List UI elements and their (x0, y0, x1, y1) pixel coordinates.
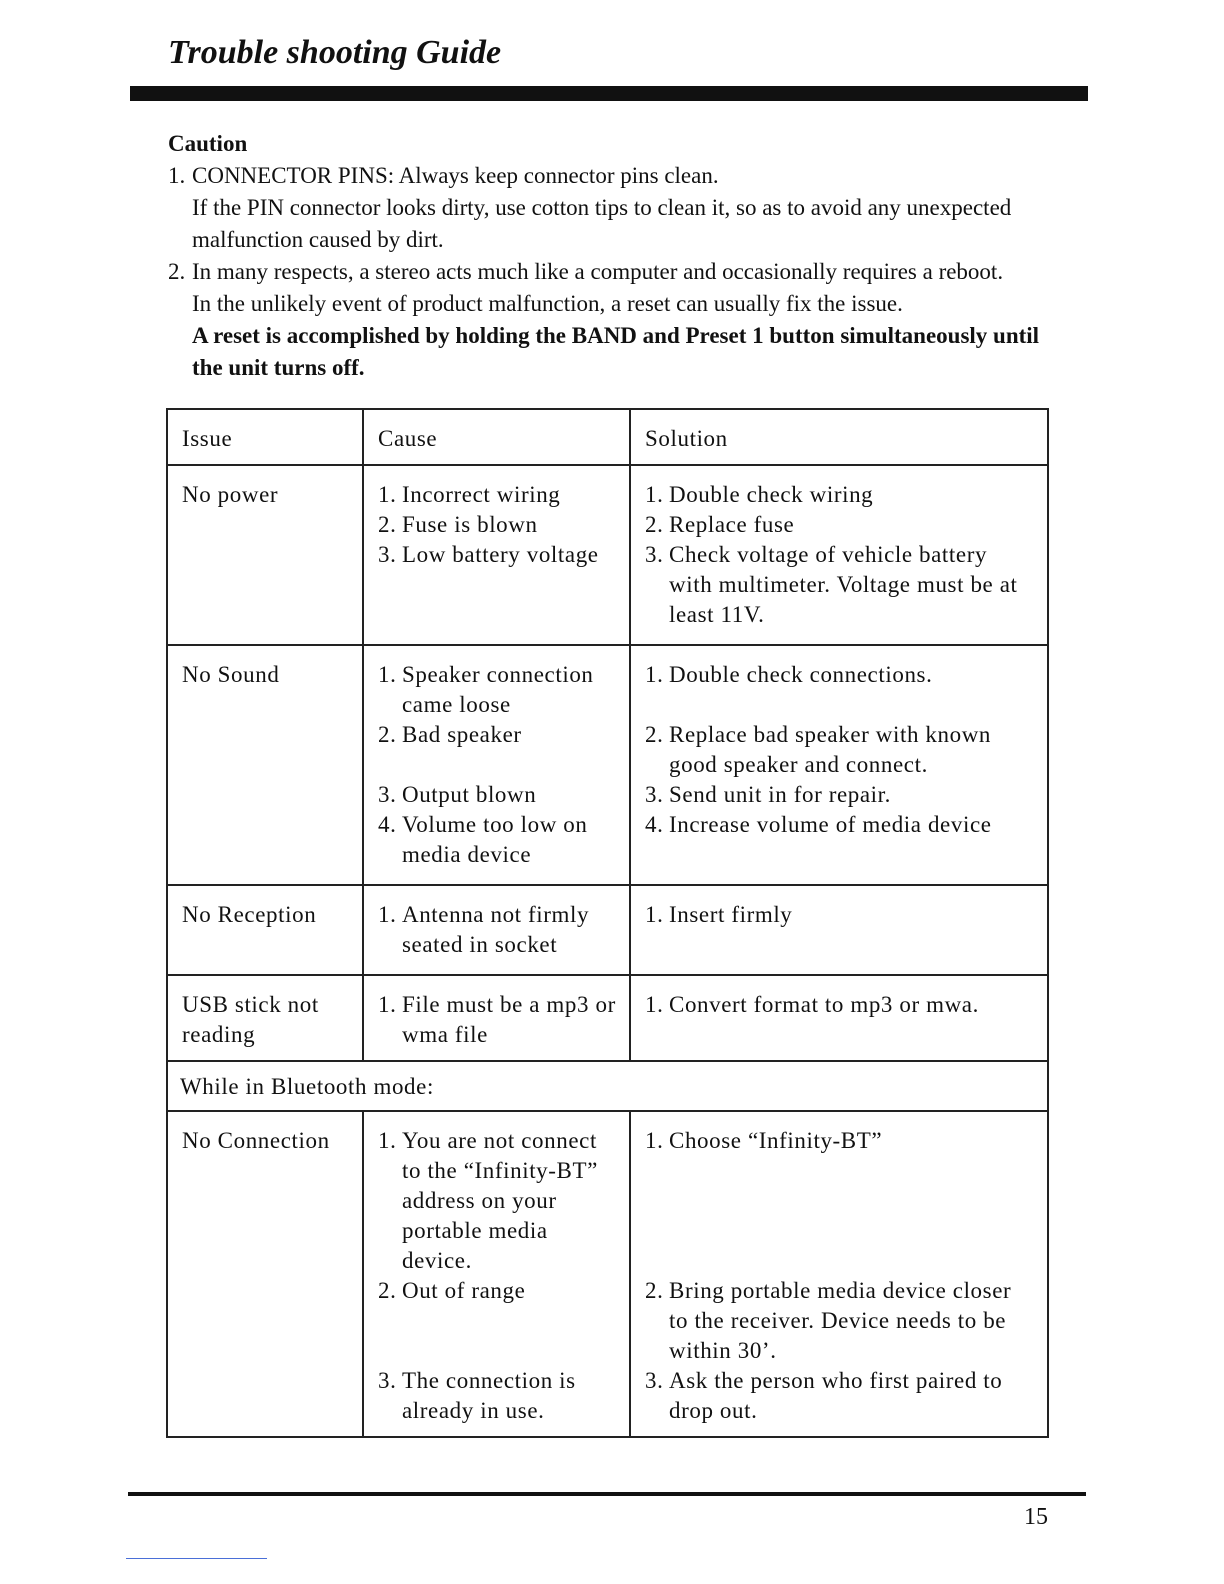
list-item: 3. Send unit in for repair. (645, 782, 891, 807)
troubleshooting-table (166, 408, 1049, 1438)
list-item: 4. Increase volume of media device (645, 812, 992, 837)
table-header-row (167, 409, 1048, 465)
caution-item-number: 2. (168, 259, 186, 284)
caution-section (168, 128, 1068, 384)
cause-cell (363, 1111, 630, 1437)
list-item: 1. File must be a mp3 or wma file (378, 992, 616, 1047)
solution-cell (630, 645, 1048, 885)
list-item: 2. Replace bad speaker with known good speaker and connect. (645, 722, 992, 777)
bluetooth-section-label: While in Bluetooth mode: (167, 1061, 1048, 1111)
bluetooth-section-row (167, 1061, 1048, 1111)
list-item: 3. Ask the person who first paired to drop out. (645, 1368, 1003, 1423)
list-item: 2. Fuse is blown (378, 512, 538, 537)
cause-cell (363, 645, 630, 885)
caution-item-text: If the PIN connector looks dirty, use cotton tips to clean it, so as to avoid any unexpected malfunction caused by dirt. (192, 195, 1012, 252)
column-header-cause: Cause (363, 409, 630, 465)
solution-cell (630, 1111, 1048, 1437)
table-row (167, 975, 1048, 1061)
issue-cell: USB stick not reading (167, 975, 363, 1061)
list-item: 2. Bad speaker (378, 722, 522, 747)
caution-item-1 (168, 160, 1068, 256)
list-item: 2. Out of range (378, 1278, 526, 1303)
list-item: 3. Output blown (378, 782, 537, 807)
list-item: 1. Convert format to mp3 or mwa. (645, 992, 979, 1017)
list-item: 1. Insert firmly (645, 902, 793, 927)
list-item: 3. Low battery voltage (378, 542, 599, 567)
footer-rule (128, 1492, 1086, 1496)
footer-link-line (126, 1558, 267, 1559)
page-title: Trouble shooting Guide (168, 34, 502, 71)
caution-item-2 (168, 256, 1068, 384)
table-row (167, 885, 1048, 975)
cause-cell (363, 465, 630, 645)
table-row (167, 645, 1048, 885)
table-row (167, 465, 1048, 645)
list-item: 1. Speaker connection came loose (378, 662, 594, 717)
caution-item-text: CONNECTOR PINS: Always keep connector pins clean. (192, 163, 719, 188)
solution-cell (630, 465, 1048, 645)
list-item: 1. Double check wiring (645, 482, 874, 507)
list-item: 2. Replace fuse (645, 512, 795, 537)
cause-cell (363, 975, 630, 1061)
list-item: 1. You are not connect to the “Infinity-BT” address on your portable media device. (378, 1128, 598, 1273)
list-item: 1. Choose “Infinity-BT” (645, 1128, 883, 1153)
list-item: 1. Incorrect wiring (378, 482, 561, 507)
page-number: 15 (1024, 1504, 1048, 1530)
caution-item-text: In many respects, a stereo acts much like a computer and occasionally requires a reboot. (192, 259, 1004, 284)
caution-heading: Caution (168, 131, 248, 156)
solution-cell (630, 975, 1048, 1061)
list-item: 4. Volume too low on media device (378, 812, 588, 867)
issue-cell: No Reception (167, 885, 363, 975)
reset-instruction: A reset is accomplished by holding the BAND and Preset 1 button simultaneously until the unit turns off. (192, 323, 1040, 380)
column-header-solution: Solution (630, 409, 1048, 465)
table-row (167, 1111, 1048, 1437)
caution-item-text: In the unlikely event of product malfunction, a reset can usually fix the issue. (192, 291, 903, 316)
header-rule (130, 86, 1088, 101)
list-item: 3. Check voltage of vehicle battery with multimeter. Voltage must be at least 11V. (645, 542, 1018, 627)
solution-cell (630, 885, 1048, 975)
caution-item-number: 1. (168, 163, 186, 188)
list-item: 1. Double check connections. (645, 662, 933, 687)
cause-cell (363, 885, 630, 975)
list-item: 2. Bring portable media device closer to the receiver. Device needs to be within 30’. (645, 1278, 1012, 1363)
list-item: 1. Antenna not firmly seated in socket (378, 902, 590, 957)
issue-cell: No power (167, 465, 363, 645)
list-item: 3. The connection is already in use. (378, 1368, 576, 1423)
issue-cell: No Connection (167, 1111, 363, 1437)
column-header-issue: Issue (167, 409, 363, 465)
issue-cell: No Sound (167, 645, 363, 885)
